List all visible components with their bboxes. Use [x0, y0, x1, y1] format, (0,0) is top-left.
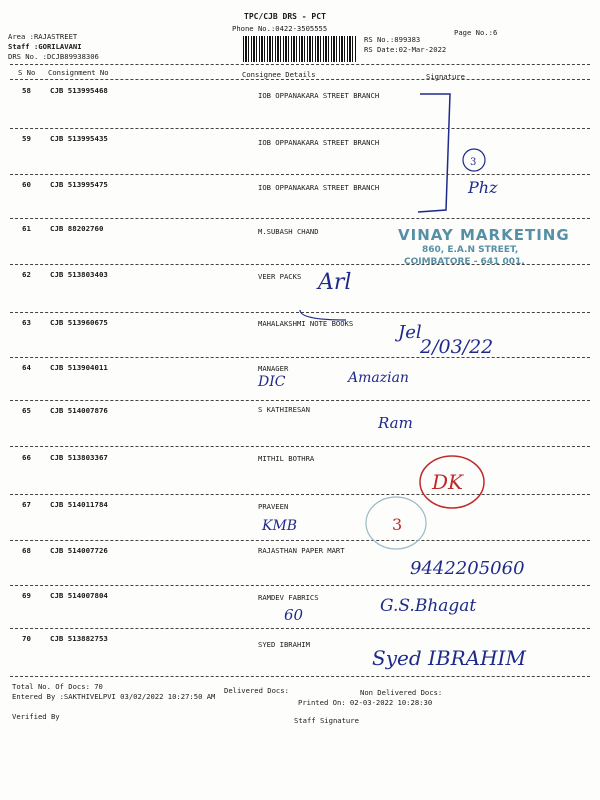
row-sno: 70 [22, 634, 31, 643]
phone-number: Phone No.:0422-3505555 [232, 24, 328, 33]
row-consignment: CJB 513995475 [50, 180, 108, 189]
signature-row-60: Phz [468, 178, 498, 197]
row-sno: 62 [22, 270, 31, 279]
col-consignment: Consignment No [48, 68, 109, 77]
drs-number: DRS No. :DCJB89938306 [8, 52, 99, 61]
row-sno: 66 [22, 453, 31, 462]
rs-number: RS No.:899383 [364, 35, 421, 44]
row-consignment: CJB 514007804 [50, 591, 108, 600]
non-delivered-docs: Non Delivered Docs: [360, 688, 443, 697]
document-title: TPC/CJB DRS - PCT [244, 12, 326, 21]
staff-signature: Staff Signature [294, 716, 359, 725]
row-consignment: CJB 514011784 [50, 500, 108, 509]
entered-by: Entered By :SAKTHIVELPVI 03/02/2022 10:27:50 AM [12, 692, 216, 701]
verified-by: Verified By [12, 712, 60, 721]
col-signature: Signature [426, 72, 465, 81]
row-sno: 64 [22, 363, 31, 372]
row-consignment: CJB 513803403 [50, 270, 108, 279]
row-consignment: CJB 513960675 [50, 318, 108, 327]
row-extra-handwritten: 60 [284, 606, 304, 624]
row-extra-handwritten: DIC [258, 374, 286, 390]
row-consignee: RAJASTHAN PAPER MART [258, 546, 345, 555]
row-consignment: CJB 513904011 [50, 363, 108, 372]
row-consignment: CJB 514007726 [50, 546, 108, 555]
stamp-company-name: VINAY MARKETING [398, 226, 570, 244]
printed-on: Printed On: 02-03-2022 10:28:30 [298, 698, 433, 707]
row-sno: 60 [22, 180, 31, 189]
row-sno: 67 [22, 500, 31, 509]
row-consignee: MITHIL BOTHRA [258, 454, 315, 463]
row-consignment: CJB 513803367 [50, 453, 108, 462]
signature-row-68-phone: 9442205060 [410, 558, 525, 579]
row-consignee: IOB OPPANAKARA STREET BRANCH [258, 91, 380, 100]
signature-row-63: Jel [398, 322, 422, 343]
svg-text:3: 3 [392, 515, 403, 534]
row-consignee: PRAVEEN [258, 502, 289, 511]
svg-text:3: 3 [470, 157, 477, 168]
signature-row-66: DK [432, 470, 463, 494]
row-sno: 68 [22, 546, 31, 555]
row-consignee: VEER PACKS [258, 272, 302, 281]
signature-row-70: Syed IBRAHIM [372, 646, 526, 670]
delivered-docs: Delivered Docs: [224, 686, 289, 695]
row-sno: 58 [22, 86, 31, 95]
row-consignment: CJB 88202760 [50, 224, 104, 233]
row-consignee: SYED IBRAHIM [258, 640, 310, 649]
row-consignment: CJB 513882753 [50, 634, 108, 643]
row-consignment: CJB 513995435 [50, 134, 108, 143]
row-consignee: S KATHIRESAN [258, 405, 310, 414]
row-sno: 65 [22, 406, 31, 415]
col-consignee: Consignee Details [242, 70, 316, 79]
signature-row-65: Ram [378, 414, 413, 432]
row-consignee: MANAGER [258, 364, 289, 373]
row-extra-handwritten: KMB [262, 518, 298, 534]
row-sno: 61 [22, 224, 31, 233]
col-sno: S No [18, 68, 36, 77]
row-sno: 63 [22, 318, 31, 327]
stamp-address: 860, E.A.N STREET, [422, 245, 519, 255]
row-consignee: IOB OPPANAKARA STREET BRANCH [258, 183, 380, 192]
row-consignment: CJB 514007876 [50, 406, 108, 415]
signature-row-69: G.S.Bhagat [380, 596, 477, 616]
total-docs: Total No. Of Docs: 70 [12, 682, 103, 691]
row-consignee: M.SUBASH CHAND [258, 227, 319, 236]
signature-row-63-date: 2/03/22 [420, 336, 494, 358]
staff-label: Staff :GORILAVANI [8, 42, 82, 51]
row-sno: 69 [22, 591, 31, 600]
rs-date: RS Date:02-Mar-2022 [364, 45, 447, 54]
row-consignment: CJB 513995468 [50, 86, 108, 95]
area-label: Area :RAJASTREET [8, 32, 78, 41]
row-consignee: IOB OPPANAKARA STREET BRANCH [258, 138, 380, 147]
row-sno: 59 [22, 134, 31, 143]
signature-row-62: Arl [318, 270, 352, 295]
page-number: Page No.:6 [454, 28, 498, 37]
row-consignee: RAMDEV FABRICS [258, 593, 319, 602]
row-consignee: MAHALAKSHMI NOTE BOOKS [258, 319, 354, 328]
signature-row-64: Amazian [348, 370, 409, 386]
stamp-city: COIMBATORE - 641 001. [404, 257, 525, 267]
